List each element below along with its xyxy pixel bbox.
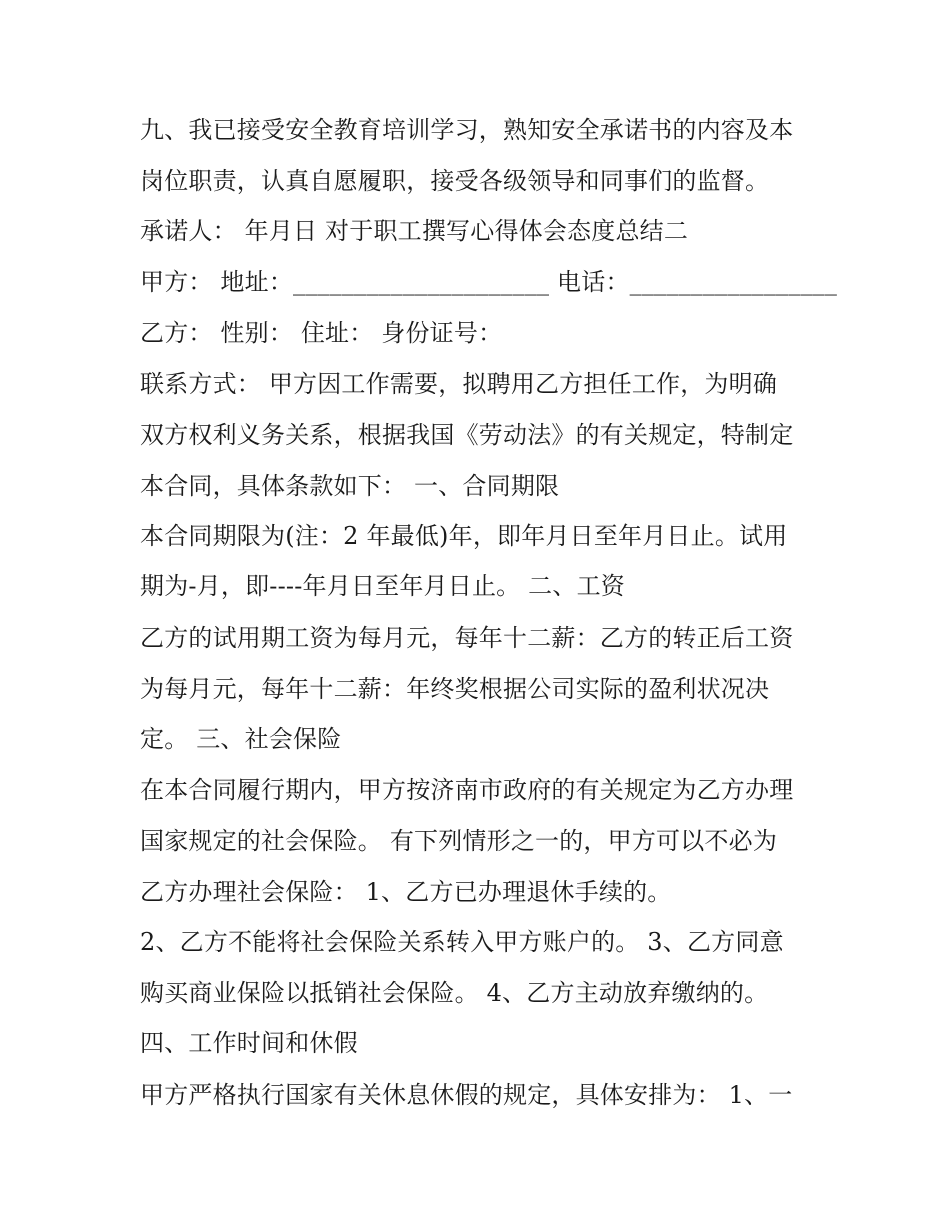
text-line: 四、工作时间和休假: [140, 1029, 358, 1057]
text-line: 在本合同履行期内，甲方按济南市政府的有关规定为乙方办理: [140, 776, 794, 804]
text-line: 甲方： 地址：_____________________ 电话：_________________: [140, 268, 838, 296]
text-line: 乙方： 性别： 住址： 身份证号：: [140, 319, 503, 347]
text-line: 岗位职责，认真自愿履职，接受各级领导和同事们的监督。: [140, 167, 770, 195]
text-line: 期为-月，即----年月日至年月日止。 二、工资: [140, 572, 625, 600]
text-line: 九、我已接受安全教育培训学习，熟知安全承诺书的内容及本: [140, 116, 794, 144]
text-line: 乙方的试用期工资为每月元，每年十二薪：乙方的转正后工资: [140, 624, 794, 652]
text-line: 定。 三、社会保险: [140, 725, 342, 753]
text-line: 本合同期限为(注：2 年最低)年，即年月日至年月日止。试用: [140, 522, 788, 550]
text-line: 甲方严格执行国家有关休息休假的规定，具体安排为： 1、一: [140, 1081, 793, 1109]
text-line: 国家规定的社会保险。 有下列情形之一的，甲方可以不必为: [140, 827, 778, 855]
text-line: 本合同，具体条款如下： 一、合同期限: [140, 472, 560, 500]
text-line: 承诺人： 年月日 对于职工撰写心得体会态度总结二: [140, 217, 689, 245]
text-line: 为每月元，每年十二薪：年终奖根据公司实际的盈利状况决: [140, 675, 770, 703]
text-line: 乙方办理社会保险： 1、乙方已办理退休手续的。: [140, 878, 672, 906]
text-line: 联系方式： 甲方因工作需要，拟聘用乙方担任工作，为明确: [140, 370, 778, 398]
text-line: 2、乙方不能将社会保险关系转入甲方账户的。 3、乙方同意: [140, 928, 784, 956]
text-line: 双方权利义务关系，根据我国《劳动法》的有关规定，特制定: [140, 421, 794, 449]
text-line: 购买商业保险以抵销社会保险。 4、乙方主动放弃缴纳的。: [140, 979, 769, 1007]
